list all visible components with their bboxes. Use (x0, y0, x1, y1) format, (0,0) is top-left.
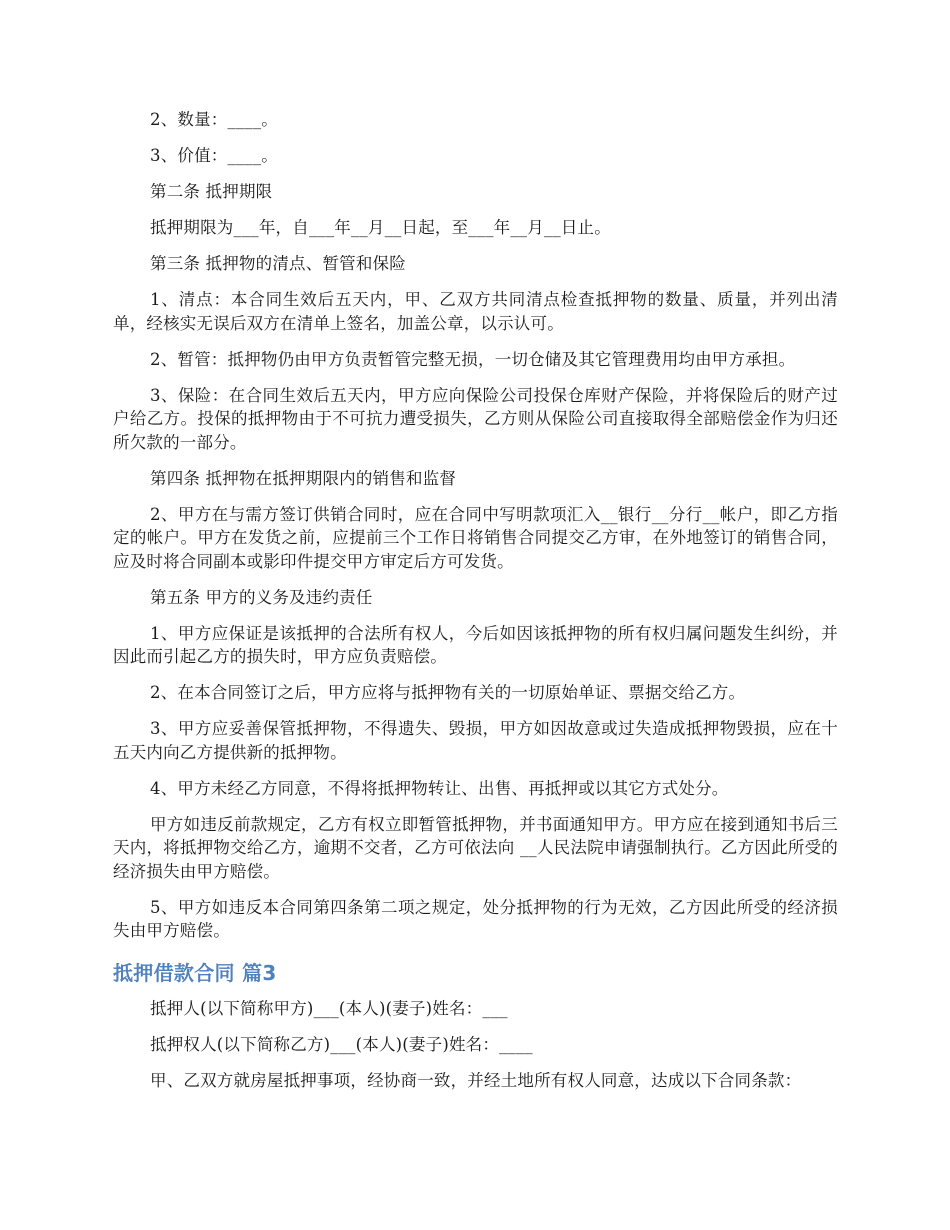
paragraph-no-transfer: 4、甲方未经乙方同意，不得将抵押物转让、出售、再抵押或以其它方式处分。 (150, 778, 729, 798)
article-4-title: 第四条 抵押物在抵押期限内的销售和监督 (150, 468, 457, 488)
paragraph-ownership: 1、甲方应保证是该抵押的合法所有权人，今后如因该抵押物的所有权归属问题发生纠纷，并因此而引起乙方的损失时，甲方应负责赔偿。 (113, 623, 838, 666)
paragraph-violation: 甲方如违反前款规定，乙方有权立即暂管抵押物，并书面通知甲方。甲方应在接到通知书后三天内，将抵押物交给乙方，逾期不交者，乙方可依法向 __人民法院申请强制执行。乙方因此所受的经济损失由甲方赔偿。 (113, 814, 838, 881)
paragraph-agreement: 甲、乙双方就房屋抵押事项，经协商一致，并经土地所有权人同意，达成以下合同条款： (150, 1070, 802, 1090)
document-page (113, 108, 838, 1092)
paragraph-safekeeping: 3、甲方应妥善保管抵押物，不得遗失、毁损，甲方如因故意或过失造成抵押物毁损，应在十五天内向乙方提供新的抵押物。 (113, 719, 838, 762)
paragraph-term: 抵押期限为___年，自___年__月__日起，至___年__月__日止。 (150, 218, 611, 237)
paragraph-invalid-disposal: 5、甲方如违反本合同第四条第二项之规定，处分抵押物的行为无效，乙方因此所受的经济损失由甲方赔偿。 (113, 897, 838, 940)
paragraph-custody: 2、暂管：抵押物仍由甲方负责暂管完整无损，一切仓储及其它管理费用均由甲方承担。 (150, 349, 796, 369)
paragraph-sales-contract: 2、甲方在与需方签订供销合同时，应在合同中写明款项汇入__银行__分行__帐户，即乙方指定的帐户。甲方在发货之前，应提前三个工作日将销售合同提交乙方审，在外地签订的销售合同，应及时将合同副本或影印件提交甲方审定后方可发货。 (113, 504, 838, 571)
article-2-title: 第二条 抵押期限 (150, 182, 273, 201)
paragraph-quantity: 2、数量：____。 (150, 110, 278, 129)
paragraph-insurance: 3、保险：在合同生效后五天内，甲方应向保险公司投保仓库财产保险，并将保险后的财产过户给乙方。投保的抵押物由于不可抗力遭受损失，乙方则从保险公司直接取得全部赔偿金作为归还所欠款的一部分。 (113, 385, 838, 452)
section-heading: 抵押借款合同 篇3 (113, 960, 277, 985)
article-5-title: 第五条 甲方的义务及违约责任 (150, 587, 373, 607)
paragraph-inventory: 1、清点：本合同生效后五天内，甲、乙双方共同清点检查抵押物的数量、质量，并列出清单，经核实无误后双方在清单上签名，加盖公章，以示认可。 (113, 290, 838, 333)
paragraph-mortgagor: 抵押人(以下简称甲方)___(本人)(妻子)姓名：___ (150, 998, 508, 1018)
paragraph-mortgagee: 抵押权人(以下简称乙方)___(本人)(妻子)姓名：____ (150, 1034, 533, 1054)
paragraph-documents: 2、在本合同签订之后，甲方应将与抵押物有关的一切原始单证、票据交给乙方。 (150, 683, 746, 702)
paragraph-value: 3、价值：____。 (150, 146, 278, 165)
article-3-title: 第三条 抵押物的清点、暂管和保险 (150, 254, 406, 273)
